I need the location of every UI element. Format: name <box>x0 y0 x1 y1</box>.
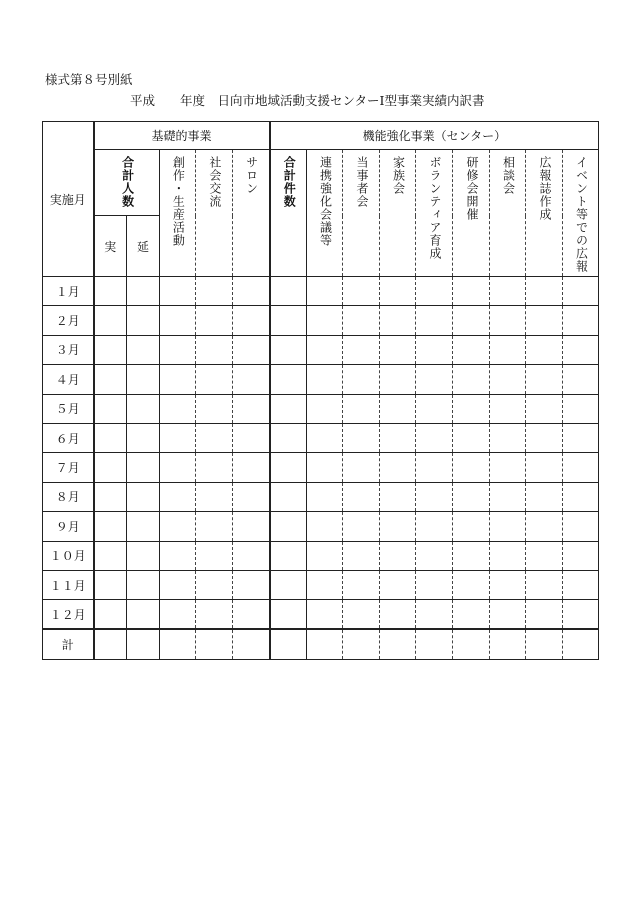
month-rows <box>43 277 599 630</box>
cell-event-pr <box>563 600 599 629</box>
cell-consult <box>490 306 526 335</box>
cell-actual <box>94 512 127 541</box>
cell-actual <box>94 277 127 306</box>
cell-cumulative <box>127 394 160 423</box>
col-total-count <box>270 150 307 277</box>
cell-total-event-pr <box>563 629 599 659</box>
cell-liaison <box>307 365 343 394</box>
cell-training <box>453 306 490 335</box>
cell-peer <box>343 512 380 541</box>
cell-pr <box>526 365 563 394</box>
cell-family <box>380 512 416 541</box>
cell-social <box>196 306 233 335</box>
col-consult <box>490 150 526 277</box>
cell-consult <box>490 453 526 482</box>
month-row <box>43 306 599 335</box>
cell-pr <box>526 394 563 423</box>
cell-total-volunteer <box>416 629 453 659</box>
cell-family <box>380 570 416 599</box>
cell-family <box>380 335 416 364</box>
cell-creative <box>160 512 196 541</box>
cell-pr <box>526 570 563 599</box>
cell-total-count <box>270 512 307 541</box>
row-header-month: 実施月 <box>43 122 94 277</box>
month-label: ４月 <box>43 365 94 394</box>
col-total-people-label: 合計人数 <box>120 156 135 208</box>
cell-family <box>380 423 416 452</box>
cell-pr <box>526 306 563 335</box>
cell-consult <box>490 394 526 423</box>
cell-social <box>196 541 233 570</box>
cell-liaison <box>307 512 343 541</box>
cell-volunteer <box>416 512 453 541</box>
cell-pr <box>526 277 563 306</box>
cell-actual <box>94 453 127 482</box>
cell-training <box>453 600 490 629</box>
cell-event-pr <box>563 423 599 452</box>
cell-family <box>380 394 416 423</box>
cell-salon <box>233 423 270 452</box>
cell-peer <box>343 482 380 511</box>
cell-family <box>380 277 416 306</box>
cell-cumulative <box>127 512 160 541</box>
cell-total-count <box>270 306 307 335</box>
col-liaison-label: 連携強化会議等 <box>318 156 333 247</box>
cell-consult <box>490 277 526 306</box>
cell-actual <box>94 541 127 570</box>
cell-total-count <box>270 394 307 423</box>
col-consult-label: 相談会 <box>501 156 516 195</box>
cell-training <box>453 365 490 394</box>
total-label: 計 <box>43 629 94 659</box>
cell-training <box>453 541 490 570</box>
cell-liaison <box>307 394 343 423</box>
col-salon <box>233 150 270 277</box>
cell-total-count <box>270 335 307 364</box>
cell-total-liaison <box>307 629 343 659</box>
cell-consult <box>490 570 526 599</box>
cell-peer <box>343 453 380 482</box>
cell-training <box>453 423 490 452</box>
cell-volunteer <box>416 423 453 452</box>
cell-total-count <box>270 482 307 511</box>
cell-salon <box>233 453 270 482</box>
cell-liaison <box>307 335 343 364</box>
cell-consult <box>490 600 526 629</box>
cell-salon <box>233 541 270 570</box>
col-pr <box>526 150 563 277</box>
col-salon-label: サロン <box>244 156 259 195</box>
cell-consult <box>490 335 526 364</box>
cell-actual <box>94 394 127 423</box>
col-event-pr <box>563 150 599 277</box>
month-row <box>43 423 599 452</box>
month-label: １２月 <box>43 600 94 629</box>
cell-cumulative <box>127 277 160 306</box>
cell-creative <box>160 365 196 394</box>
col-actual: 実 <box>94 216 127 277</box>
cell-total-family <box>380 629 416 659</box>
cell-total-creative <box>160 629 196 659</box>
cell-liaison <box>307 482 343 511</box>
cell-volunteer <box>416 394 453 423</box>
cell-liaison <box>307 423 343 452</box>
month-label: ９月 <box>43 512 94 541</box>
cell-total-cumulative <box>127 629 160 659</box>
cell-consult <box>490 423 526 452</box>
cell-consult <box>490 365 526 394</box>
col-total-count-label: 合計件数 <box>282 156 297 208</box>
cell-salon <box>233 277 270 306</box>
col-liaison <box>307 150 343 277</box>
cell-cumulative <box>127 453 160 482</box>
cell-creative <box>160 600 196 629</box>
cell-total-actual <box>94 629 127 659</box>
cell-event-pr <box>563 306 599 335</box>
cell-total-consult <box>490 629 526 659</box>
cell-actual <box>94 306 127 335</box>
cell-consult <box>490 512 526 541</box>
cell-event-pr <box>563 482 599 511</box>
cell-total-salon <box>233 629 270 659</box>
month-label: １０月 <box>43 541 94 570</box>
month-row <box>43 512 599 541</box>
total-row <box>43 629 599 659</box>
cell-social <box>196 394 233 423</box>
cell-creative <box>160 453 196 482</box>
cell-creative <box>160 423 196 452</box>
cell-actual <box>94 482 127 511</box>
cell-liaison <box>307 277 343 306</box>
cell-pr <box>526 541 563 570</box>
cell-cumulative <box>127 600 160 629</box>
cell-creative <box>160 541 196 570</box>
cell-event-pr <box>563 394 599 423</box>
month-row <box>43 277 599 306</box>
cell-consult <box>490 482 526 511</box>
cell-social <box>196 335 233 364</box>
cell-peer <box>343 335 380 364</box>
month-label: ５月 <box>43 394 94 423</box>
cell-total-count <box>270 629 307 659</box>
col-creative <box>160 150 196 277</box>
cell-total-training <box>453 629 490 659</box>
cell-family <box>380 541 416 570</box>
month-label: ７月 <box>43 453 94 482</box>
cell-pr <box>526 600 563 629</box>
cell-peer <box>343 306 380 335</box>
col-family <box>380 150 416 277</box>
cell-total-count <box>270 600 307 629</box>
cell-cumulative <box>127 335 160 364</box>
cell-salon <box>233 512 270 541</box>
cell-training <box>453 277 490 306</box>
cell-actual <box>94 423 127 452</box>
cell-training <box>453 335 490 364</box>
cell-liaison <box>307 541 343 570</box>
cell-cumulative <box>127 541 160 570</box>
col-pr-label: 広報誌作成 <box>537 156 552 221</box>
cell-event-pr <box>563 541 599 570</box>
cell-creative <box>160 335 196 364</box>
cell-event-pr <box>563 570 599 599</box>
month-label: １月 <box>43 277 94 306</box>
col-peer <box>343 150 380 277</box>
month-row <box>43 482 599 511</box>
cell-liaison <box>307 570 343 599</box>
activity-report-table <box>42 121 599 660</box>
month-label: １１月 <box>43 570 94 599</box>
group-basic-header: 基礎的事業 <box>94 122 270 150</box>
month-row <box>43 453 599 482</box>
cell-peer <box>343 365 380 394</box>
cell-total-count <box>270 365 307 394</box>
month-row <box>43 335 599 364</box>
cell-family <box>380 453 416 482</box>
cell-family <box>380 365 416 394</box>
cell-salon <box>233 600 270 629</box>
cell-salon <box>233 482 270 511</box>
col-social-label: 社会交流 <box>207 156 222 208</box>
month-row <box>43 541 599 570</box>
cell-volunteer <box>416 365 453 394</box>
cell-total-count <box>270 277 307 306</box>
cell-training <box>453 482 490 511</box>
month-row <box>43 570 599 599</box>
month-label: ８月 <box>43 482 94 511</box>
cell-event-pr <box>563 512 599 541</box>
cell-volunteer <box>416 277 453 306</box>
cell-social <box>196 277 233 306</box>
cell-volunteer <box>416 482 453 511</box>
cell-training <box>453 394 490 423</box>
cell-peer <box>343 541 380 570</box>
cell-salon <box>233 394 270 423</box>
cell-cumulative <box>127 365 160 394</box>
cell-volunteer <box>416 335 453 364</box>
col-event-pr-label: イベント等での広報 <box>574 156 589 273</box>
cell-salon <box>233 335 270 364</box>
cell-creative <box>160 394 196 423</box>
month-row <box>43 394 599 423</box>
cell-total-social <box>196 629 233 659</box>
cell-pr <box>526 482 563 511</box>
month-row <box>43 365 599 394</box>
cell-actual <box>94 570 127 599</box>
cell-event-pr <box>563 365 599 394</box>
cell-salon <box>233 365 270 394</box>
month-label: ６月 <box>43 423 94 452</box>
cell-training <box>453 570 490 599</box>
cell-salon <box>233 570 270 599</box>
cell-volunteer <box>416 541 453 570</box>
month-label: ２月 <box>43 306 94 335</box>
cell-social <box>196 423 233 452</box>
cell-cumulative <box>127 570 160 599</box>
cell-cumulative <box>127 423 160 452</box>
cell-training <box>453 453 490 482</box>
cell-pr <box>526 453 563 482</box>
cell-event-pr <box>563 335 599 364</box>
col-cumulative: 延 <box>127 216 160 277</box>
cell-liaison <box>307 453 343 482</box>
form-number: 様式第８号別紙 <box>45 72 133 87</box>
cell-social <box>196 453 233 482</box>
cell-cumulative <box>127 306 160 335</box>
cell-social <box>196 365 233 394</box>
cell-event-pr <box>563 277 599 306</box>
cell-consult <box>490 541 526 570</box>
cell-family <box>380 482 416 511</box>
cell-total-count <box>270 453 307 482</box>
cell-creative <box>160 482 196 511</box>
cell-volunteer <box>416 306 453 335</box>
cell-peer <box>343 394 380 423</box>
cell-volunteer <box>416 570 453 599</box>
col-social <box>196 150 233 277</box>
cell-social <box>196 512 233 541</box>
cell-creative <box>160 570 196 599</box>
cell-social <box>196 600 233 629</box>
cell-total-pr <box>526 629 563 659</box>
cell-family <box>380 306 416 335</box>
col-family-label: 家族会 <box>391 156 406 195</box>
cell-social <box>196 570 233 599</box>
cell-total-count <box>270 423 307 452</box>
cell-social <box>196 482 233 511</box>
cell-pr <box>526 335 563 364</box>
cell-peer <box>343 570 380 599</box>
cell-liaison <box>307 600 343 629</box>
col-creative-label: 創作・生産活動 <box>171 156 186 247</box>
cell-pr <box>526 512 563 541</box>
col-volunteer <box>416 150 453 277</box>
cell-total-count <box>270 570 307 599</box>
col-volunteer-label: ボランティア育成 <box>427 156 442 260</box>
month-row <box>43 600 599 629</box>
document-title: 平成 年度 日向市地域活動支援センターⅠ型事業実績内訳書 <box>130 93 485 108</box>
col-training-label: 研修会開催 <box>464 156 479 221</box>
cell-liaison <box>307 306 343 335</box>
cell-creative <box>160 277 196 306</box>
col-peer-label: 当事者会 <box>354 156 369 208</box>
cell-cumulative <box>127 482 160 511</box>
col-training <box>453 150 490 277</box>
cell-total-count <box>270 541 307 570</box>
cell-salon <box>233 306 270 335</box>
cell-actual <box>94 365 127 394</box>
cell-pr <box>526 423 563 452</box>
cell-peer <box>343 423 380 452</box>
cell-volunteer <box>416 453 453 482</box>
group-enhanced-header: 機能強化事業（センター） <box>270 122 599 150</box>
month-label: ３月 <box>43 335 94 364</box>
cell-event-pr <box>563 453 599 482</box>
col-total-people <box>94 150 160 216</box>
cell-creative <box>160 306 196 335</box>
cell-volunteer <box>416 600 453 629</box>
cell-actual <box>94 600 127 629</box>
cell-total-peer <box>343 629 380 659</box>
cell-family <box>380 600 416 629</box>
cell-peer <box>343 600 380 629</box>
cell-peer <box>343 277 380 306</box>
cell-training <box>453 512 490 541</box>
cell-actual <box>94 335 127 364</box>
